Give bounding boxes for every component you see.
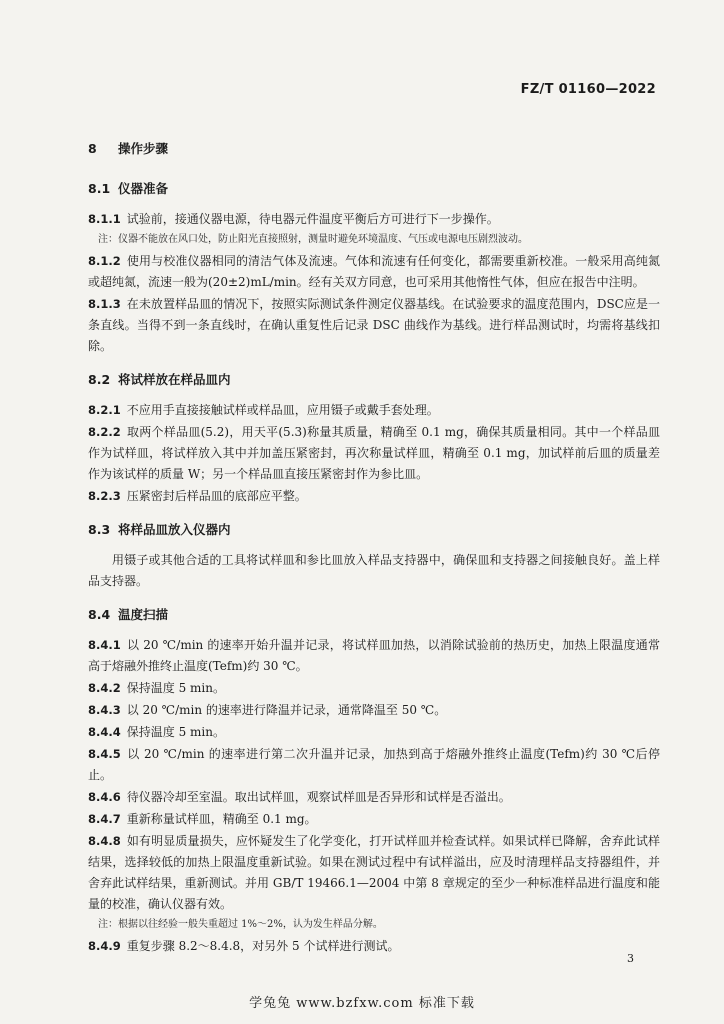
page-content <box>88 139 660 958</box>
clause-8-4-4: 8.4.4 保持温度 5 min。 <box>88 725 225 739</box>
clause-8-2-3: 8.2.3 压紧密封后样品皿的底部应平整。 <box>88 489 307 503</box>
clause-8-2-1: 8.2.1 不应用手直接接触试样或样品皿，应用镊子或戴手套处理。 <box>88 403 439 417</box>
clause-8-4-1: 8.4.1 以 20 ℃/min 的速率开始升温并记录，将试样皿加热，以消除试验前的热历史，加热上限温度通常高于熔融外推终止温度(Tefm)约 30 ℃。 <box>88 638 660 673</box>
clause-8-1-2: 8.1.2 使用与校准仪器相同的清洁气体及流速。气体和流速有任何变化，都需要重新校准。一般采用高纯氮或超纯氮，流速一般为(20±2)mL/min。经有关双方同意，也可采用其他惰性气体，但应在报告中注明。 <box>88 254 660 289</box>
clause-8-1-1: 8.1.1 试验前，接通仪器电源，待电器元件温度平衡后方可进行下一步操作。 <box>88 212 499 226</box>
footer-watermark: 学兔兔 www.bzfxw.com 标准下载 <box>249 996 475 1011</box>
clause-8-4-5: 8.4.5 以 20 ℃/min 的速率进行第二次升温并记录，加热到高于熔融外推终止温度(Tefm)约 30 ℃后停止。 <box>88 747 660 782</box>
subsection-heading: 8.3 将样品皿放入仪器内 <box>88 522 231 537</box>
clause-8-4-6: 8.4.6 待仪器冷却至室温。取出试样皿，观察试样皿是否异形和试样是否溢出。 <box>88 790 511 804</box>
clause-8-2-2: 8.2.2 取两个样品皿(5.2)，用天平(5.3)称量其质量，精确至 0.1 mg，确保其质量相同。其中一个样品皿作为试样皿，将试样放入其中并加盖压紧密封，再次称量试样皿，精确至 0.1 mg，加试样前后皿的质量差作为该试样的质量 W；另一个样品皿直接压紧密封作为参比皿。 <box>88 425 660 481</box>
clause-8-4-8: 8.4.8 如有明显质量损失，应怀疑发生了化学变化，打开试样皿并检查试样。如果试样已降解，舍弃此试样结果，选择较低的加热上限温度重新试验。如果在测试过程中有试样溢出，应及时清理样品支持器组件，并舍弃此试样结果，重新测试。并用 GB/T 19466.1—2004 中第 8 章规定的至少一种标准样品进行温度和能量的校准，确认仪器有效。 <box>88 834 660 911</box>
section-heading: 8 操作步骤 <box>88 141 169 156</box>
clause-8-4-9: 8.4.9 重复步骤 8.2～8.4.8，对另外 5 个试样进行测试。 <box>88 939 400 953</box>
note: 注：仪器不能放在风口处，防止阳光直接照射，测量时避免环境温度、气压或电源电压剧烈波动。 <box>98 234 528 245</box>
clause-8-1-3: 8.1.3 在未放置样品皿的情况下，按照实际测试条件测定仪器基线。在试验要求的温度范围内，DSC应是一条直线。当得不到一条直线时，在确认重复性后记录 DSC 曲线作为基线。进行样品测试时，均需将基线扣除。 <box>88 297 660 353</box>
subsection-heading: 8.2 将试样放在样品皿内 <box>88 372 231 387</box>
clause-8-4-7: 8.4.7 重新称量试样皿，精确至 0.1 mg。 <box>88 812 317 826</box>
subsection-heading: 8.4 温度扫描 <box>88 607 169 622</box>
clause-8-4-2: 8.4.2 保持温度 5 min。 <box>88 681 225 695</box>
clause-8-4-3: 8.4.3 以 20 ℃/min 的速率进行降温并记录，通常降温至 50 ℃。 <box>88 703 447 717</box>
note: 注：根据以往经验一般失重超过 1%～2%，认为发生样品分解。 <box>98 919 383 930</box>
page-number: 3 <box>627 952 634 965</box>
clause-8-3: 用镊子或其他合适的工具将试样皿和参比皿放入样品支持器中，确保皿和支持器之间接触良好。盖上样品支持器。 <box>88 553 660 588</box>
subsection-heading: 8.1 仪器准备 <box>88 181 169 196</box>
standard-code: FZ/T 01160—2022 <box>520 82 656 97</box>
